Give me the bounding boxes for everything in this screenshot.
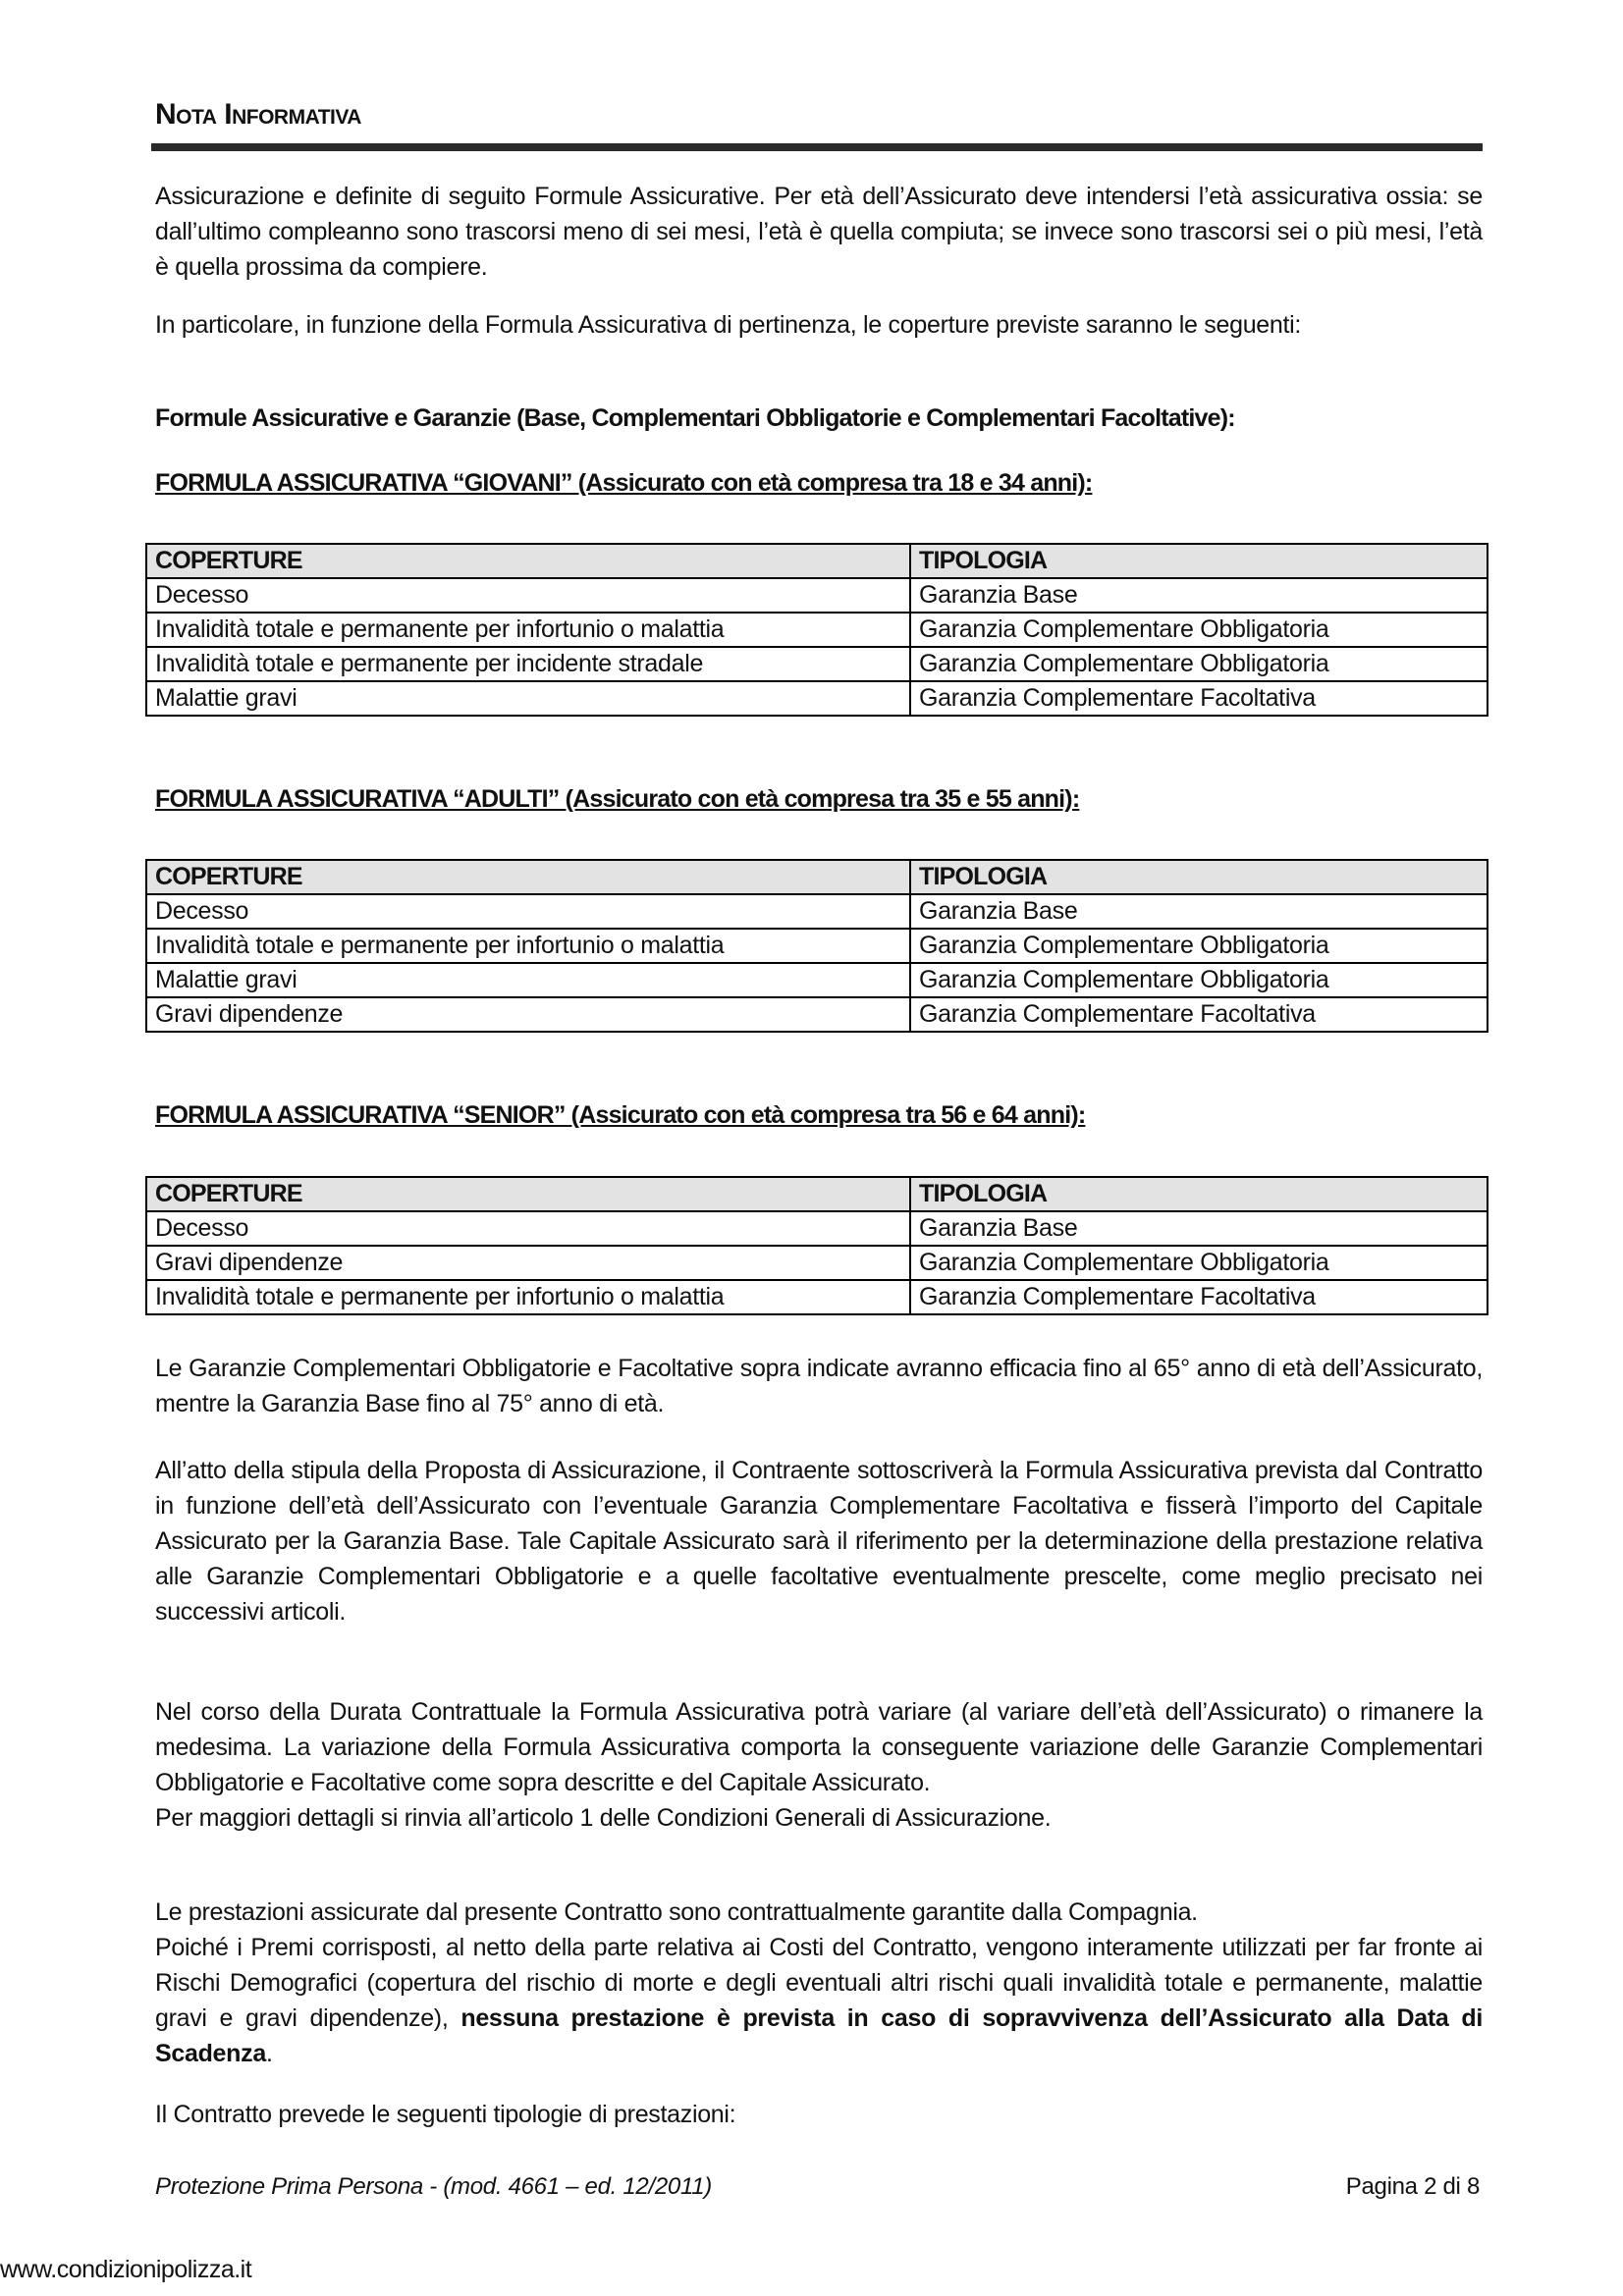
coverage-cell: Malattie gravi: [146, 681, 910, 716]
coverage-cell: Invalidità totale e permanente per infortunio o malattia: [146, 1280, 910, 1314]
table-row: [146, 997, 1488, 1032]
guarantee-paragraph: Le prestazioni assicurate dal presente Contratto sono contrattualmente garantite dalla Compagnia.: [155, 1898, 1198, 1926]
title-rule: [151, 143, 1483, 151]
column-header-tipologia: TIPOLOGIA: [910, 1177, 1488, 1211]
type-cell: Garanzia Complementare Obbligatoria: [910, 647, 1488, 681]
benefit-types-intro: Il Contratto prevede le seguenti tipologie di prestazioni:: [155, 2101, 736, 2128]
coverage-cell: Decesso: [146, 1211, 910, 1246]
validity-paragraph: Le Garanzie Complementari Obbligatorie e Facoltative sopra indicate avranno efficacia fino al 65° anno di età dell’Assicurato, mentre la Garanzia Base fino al 75° anno di età.: [155, 1355, 1483, 1417]
footer-document-reference: Protezione Prima Persona - (mod. 4661 – ed. 12/2011): [155, 2173, 712, 2200]
table-row: [146, 963, 1488, 997]
watermark-url: www.condizionipolizza.it: [0, 2256, 252, 2283]
table-row: [146, 647, 1488, 681]
coverage-table-giovani: [145, 543, 1488, 717]
coverage-cell: Invalidità totale e permanente per infortunio o malattia: [146, 929, 910, 963]
table-row: [146, 1246, 1488, 1280]
type-cell: Garanzia Complementare Facoltativa: [910, 1280, 1488, 1314]
type-cell: Garanzia Complementare Obbligatoria: [910, 929, 1488, 963]
column-header-coperture: COPERTURE: [146, 1177, 910, 1211]
premiums-text: Poiché i Premi corrisposti, al netto della parte relativa ai Costi del Contratto, vengono interamente utilizzati per far fronte ai Rischi Demografici (copertura del rischio di morte e degli eventuali altri rischi quali invalidità totale e permanente, malattie gravi e gravi dipendenze),: [155, 1934, 1483, 2032]
type-cell: Garanzia Base: [910, 578, 1488, 613]
type-cell: Garanzia Complementare Facoltativa: [910, 681, 1488, 716]
table-row: [146, 681, 1488, 716]
intro-paragraph-2: In particolare, in funzione della Formula Assicurativa di pertinenza, le coperture previste saranno le seguenti:: [155, 311, 1302, 339]
table-row: [146, 1280, 1488, 1314]
variation-paragraph: Nel corso della Durata Contrattuale la Formula Assicurativa potrà variare (al variare dell’età dell’Assicurato) o rimanere la medesima. La variazione della Formula Assicurativa comporta la conseguente variazione delle Garanzie Complementari Obbligatorie e Facoltative come sopra descritte e del Capitale Assicurato.: [155, 1698, 1483, 1796]
no-survival-benefit-notice: nessuna prestazione è prevista in caso di sopravvivenza dell’Assicurato alla Data di Scadenza: [155, 2004, 1483, 2067]
column-header-tipologia: TIPOLOGIA: [910, 544, 1488, 578]
reference-paragraph: Per maggiori dettagli si rinvia all’articolo 1 delle Condizioni Generali di Assicurazione.: [155, 1804, 1052, 1832]
formula-adulti-title: FORMULA ASSICURATIVA “ADULTI” (Assicurato con età compresa tra 35 e 55 anni):: [155, 785, 1080, 813]
table-header-row: [146, 860, 1488, 894]
type-cell: Garanzia Complementare Obbligatoria: [910, 963, 1488, 997]
coverage-cell: Gravi dipendenze: [146, 1246, 910, 1280]
formula-senior-title: FORMULA ASSICURATIVA “SENIOR” (Assicurato con età compresa tra 56 e 64 anni):: [155, 1101, 1086, 1129]
type-cell: Garanzia Complementare Facoltativa: [910, 997, 1488, 1032]
coverage-cell: Decesso: [146, 578, 910, 613]
table-row: [146, 613, 1488, 647]
intro-paragraph-1: Assicurazione e definite di seguito Formule Assicurative. Per età dell’Assicurato deve intendersi l’età assicurativa ossia: se dall’ultimo compleanno sono trascorsi meno di sei mesi, l’età è quella compiuta; se invece sono trascorsi sei o più mesi, l’età è quella prossima da compiere.: [155, 183, 1483, 281]
table-row: [146, 929, 1488, 963]
coverage-cell: Gravi dipendenze: [146, 997, 910, 1032]
proposal-paragraph: All’atto della stipula della Proposta di Assicurazione, il Contraente sottoscriverà la Formula Assicurativa prevista dal Contratto in funzione dell’età dell’Assicurato con l’eventuale Garanzia Complementare Facoltativa e fisserà l’importo del Capitale Assicurato per la Garanzia Base. Tale Capitale Assicurato sarà il riferimento per la determinazione della prestazione relativa alle Garanzie Complementari Obbligatorie e a quelle facoltative eventualmente prescelte, come meglio precisato nei successivi articoli.: [155, 1457, 1483, 1626]
column-header-coperture: COPERTURE: [146, 860, 910, 894]
table-header-row: [146, 544, 1488, 578]
section-title: Formule Assicurative e Garanzie (Base, Complementari Obbligatorie e Complementari Facoltative):: [155, 404, 1235, 432]
table-row: [146, 1211, 1488, 1246]
type-cell: Garanzia Complementare Obbligatoria: [910, 1246, 1488, 1280]
premiums-paragraph: [155, 1930, 1483, 2071]
footer-page-number: Pagina 2 di 8: [1345, 2173, 1480, 2200]
coverage-table-adulti: [145, 859, 1488, 1033]
premiums-text-end: .: [265, 2040, 273, 2067]
formula-giovani-title: FORMULA ASSICURATIVA “GIOVANI” (Assicurato con età compresa tra 18 e 34 anni):: [155, 469, 1093, 497]
coverage-cell: Malattie gravi: [146, 963, 910, 997]
type-cell: Garanzia Complementare Obbligatoria: [910, 613, 1488, 647]
type-cell: Garanzia Base: [910, 1211, 1488, 1246]
column-header-coperture: COPERTURE: [146, 544, 910, 578]
coverage-cell: Invalidità totale e permanente per incidente stradale: [146, 647, 910, 681]
table-row: [146, 894, 1488, 929]
table-row: [146, 578, 1488, 613]
column-header-tipologia: TIPOLOGIA: [910, 860, 1488, 894]
type-cell: Garanzia Base: [910, 894, 1488, 929]
table-header-row: [146, 1177, 1488, 1211]
page-title: Nota Informativa: [155, 98, 361, 131]
coverage-table-senior: [145, 1176, 1488, 1315]
coverage-cell: Decesso: [146, 894, 910, 929]
coverage-cell: Invalidità totale e permanente per infortunio o malattia: [146, 613, 910, 647]
